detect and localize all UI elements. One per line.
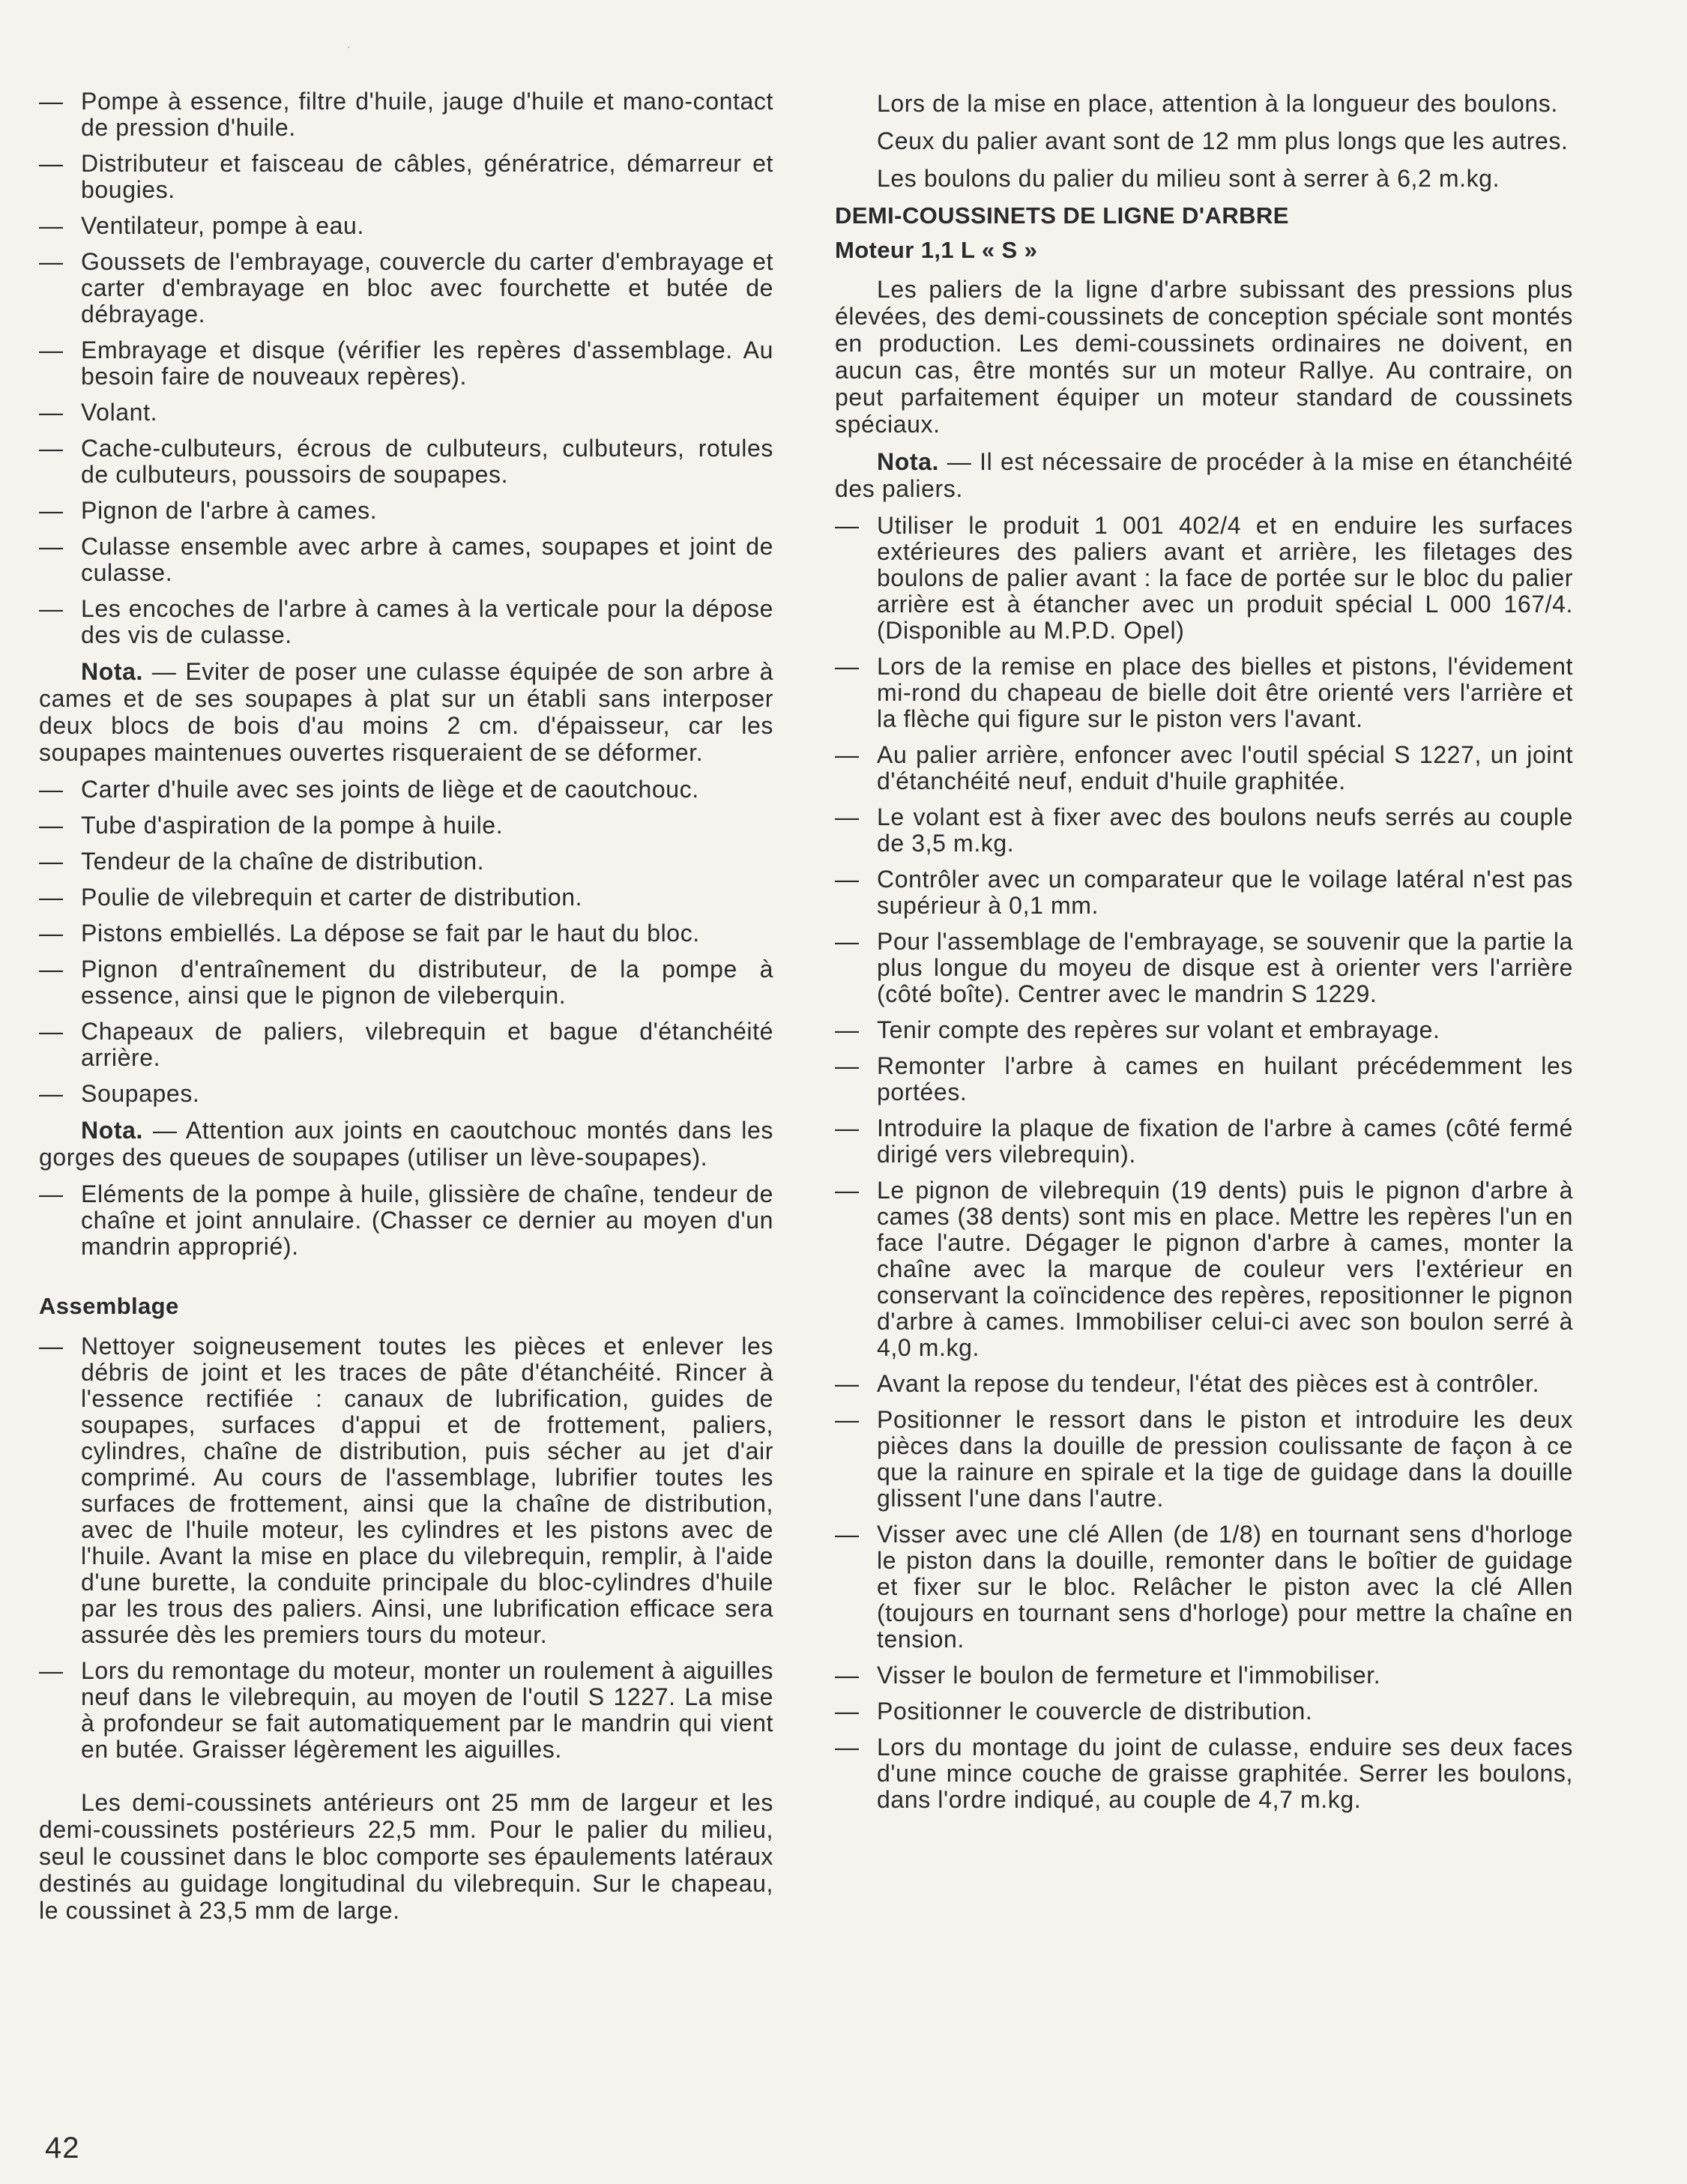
list-item <box>39 848 773 875</box>
dash-bullet: — <box>39 920 64 947</box>
list-item-text: Lors du montage du joint de culasse, enduire ses deux faces d'une mince couche de graisse graphitée. Serrer les boulons, dans l'ordre indiqué, au couple de 4,7 m.kg. <box>877 1734 1573 1813</box>
dash-bullet: — <box>39 956 64 983</box>
dash-bullet: — <box>39 88 64 115</box>
reassembly-list <box>835 513 1573 1813</box>
list-item-text: Carter d'huile avec ses joints de liège et de caoutchouc. <box>81 776 699 803</box>
dash-bullet: — <box>835 866 860 893</box>
list-item <box>39 151 773 203</box>
dash-bullet: — <box>39 1180 64 1207</box>
list-item-text: Pompe à essence, filtre d'huile, jauge d'huile et mano-contact de pression d'huile. <box>81 88 773 141</box>
list-item-text: Lors du remontage du moteur, monter un roulement à aiguilles neuf dans le vilebrequin, au moyen de l'outil S 1227. La mise à profondeur se fait automatiquement par le mandrin qui vient en butée. Graisser légèrement les aiguilles. <box>81 1657 773 1763</box>
list-item-text: Pignon d'entraînement du distributeur, de la pompe à essence, ainsi que le pignon de vileberquin. <box>81 956 773 1009</box>
dash-bullet: — <box>39 848 64 875</box>
list-item <box>835 1371 1573 1397</box>
list-item-text: Remonter l'arbre à cames en huilant précédemment les portées. <box>877 1052 1573 1105</box>
list-item <box>835 513 1573 644</box>
dash-bullet: — <box>835 928 860 955</box>
list-item <box>39 956 773 1009</box>
list-item-text: Volant. <box>81 399 158 426</box>
list-item <box>39 1019 773 1071</box>
list-item <box>39 213 773 239</box>
bearing-width-paragraph: Les demi-coussinets antérieurs ont 25 mm de largeur et les demi-coussinets postérieurs 22,5 mm. Pour le palier du milieu, seul le coussinet dans le bloc comporte ses épaulements latéraux destinés au guidage longitudinal du vilebrequin. Sur le chapeau, le coussinet à 23,5 mm de large. <box>39 1789 773 1924</box>
list-item-text: Eléments de la pompe à huile, glissière de chaîne, tendeur de chaîne et joint annulaire. (Chasser ce dernier au moyen d'un mandrin approprié). <box>81 1180 773 1260</box>
dash-bullet: — <box>835 741 860 768</box>
list-item-text: Poulie de vilebrequin et carter de distribution. <box>81 884 583 911</box>
list-item-text: Positionner le couvercle de distribution. <box>877 1698 1313 1725</box>
list-item-text: Pour l'assemblage de l'embrayage, se souvenir que la partie la plus longue du moyeu de disque est à orienter vers l'arrière (côté boîte). Centrer avec le mandrin S 1229. <box>877 928 1573 1007</box>
list-item-text: Les encoches de l'arbre à cames à la verticale pour la dépose des vis de culasse. <box>81 595 773 648</box>
list-item-text: Introduire la plaque de fixation de l'arbre à cames (côté fermé dirigé vers vilebrequin). <box>877 1114 1573 1168</box>
list-item <box>39 1658 773 1763</box>
nota-label: Nota. <box>81 658 143 685</box>
list-item <box>835 1177 1573 1361</box>
list-item <box>39 249 773 328</box>
dash-bullet: — <box>39 776 64 803</box>
dash-bullet: — <box>835 512 860 539</box>
list-item-text: Soupapes. <box>81 1080 200 1107</box>
dash-bullet: — <box>39 399 64 426</box>
list-item <box>835 654 1573 732</box>
dash-bullet: — <box>39 1333 64 1360</box>
list-item <box>835 1017 1573 1043</box>
dash-bullet: — <box>835 1662 860 1689</box>
list-item <box>835 1407 1573 1512</box>
list-item-text: Tenir compte des repères sur volant et embrayage. <box>877 1016 1440 1043</box>
list-item-text: Pignon de l'arbre à cames. <box>81 497 378 524</box>
nota-label: Nota. <box>81 1117 143 1144</box>
list-item-text: Visser avec une clé Allen (de 1/8) en tournant sens d'horloge le piston dans la douille, remonter dans le boîtier de guidage et fixer sur le bloc. Relâcher le piston avec la clé Allen (toujours en tournant sens d'horloge) pour mettre la chaîne en tension. <box>877 1521 1573 1653</box>
list-item <box>39 1081 773 1107</box>
list-item-text: Distributeur et faisceau de câbles, génératrice, démarreur et bougies. <box>81 150 773 203</box>
dash-bullet: — <box>835 1114 860 1141</box>
list-item <box>835 804 1573 857</box>
list-item-text: Chapeaux de paliers, vilebrequin et bague d'étanchéité arrière. <box>81 1018 773 1071</box>
list-item-text: Tube d'aspiration de la pompe à huile. <box>81 812 504 839</box>
list-item-text: Le volant est à fixer avec des boulons neufs serrés au couple de 3,5 m.kg. <box>877 803 1573 857</box>
list-item <box>39 776 773 803</box>
dash-bullet: — <box>835 1370 860 1397</box>
dash-bullet: — <box>835 1698 860 1725</box>
nota-text: — Il est nécessaire de procéder à la mise en étanchéité des paliers. <box>835 448 1573 502</box>
list-item <box>39 337 773 390</box>
nota-label: Nota. <box>877 448 939 475</box>
nota-text: — Attention aux joints en caoutchouc montés dans les gorges des queues de soupapes (utiliser un lève-soupapes). <box>39 1117 773 1171</box>
dash-bullet: — <box>835 1521 860 1548</box>
list-item-text: Contrôler avec un comparateur que le voilage latéral n'est pas supérieur à 0,1 mm. <box>877 866 1573 919</box>
dash-bullet: — <box>835 1734 860 1761</box>
list-item-text: Positionner le ressort dans le piston et introduire les deux pièces dans la douille de pression coulissante de façon à ce que la rainure en spirale et la tige de guidage dans la douille glissent l'une dans l'autre. <box>877 1406 1573 1512</box>
list-item-text: Utiliser le produit 1 001 402/4 et en enduire les surfaces extérieures des paliers avant et arrière, les filetages des boulons de palier avant : la face de portée sur le bloc du palier arrière est à étancher avec un produit spécial L 000 167/4. (Disponible au M.P.D. Opel) <box>877 512 1573 644</box>
list-item-text: Lors de la remise en place des bielles et pistons, l'évidement mi-rond du chapeau de bielle doit être orienté vers l'arrière et la flèche qui figure sur le piston vers l'avant. <box>877 653 1573 732</box>
dash-bullet: — <box>39 150 64 177</box>
list-item <box>39 534 773 586</box>
nota-paragraph-2 <box>39 1117 773 1171</box>
list-item <box>39 812 773 839</box>
dash-bullet: — <box>39 497 64 524</box>
dash-bullet: — <box>39 1018 64 1045</box>
list-item <box>39 596 773 648</box>
list-item <box>39 1333 773 1648</box>
section-title-assemblage: Assemblage <box>39 1293 179 1319</box>
removal-list-3 <box>39 1181 773 1260</box>
list-item-text: Le pignon de vilebrequin (19 dents) puis le pignon d'arbre à cames (38 dents) sont mis en place. Mettre les repères l'un en face l'autre. Dégager le pignon d'arbre à cames, monter la chaîne avec la marque de couleur vers l'extérieur en conservant la coïncidence des repères, repositionner le pignon d'arbre à cames. Immobiliser celui-ci avec son boulon serré à 4,0 m.kg. <box>877 1177 1573 1361</box>
left-column <box>39 88 773 1934</box>
assembly-list <box>39 1333 773 1763</box>
list-item-text: Avant la repose du tendeur, l'état des pièces est à contrôler. <box>877 1370 1540 1397</box>
dash-bullet: — <box>835 1177 860 1204</box>
dash-bullet: — <box>39 212 64 239</box>
dash-bullet: — <box>835 1406 860 1433</box>
list-item-text: Visser le boulon de fermeture et l'immobiliser. <box>877 1662 1381 1689</box>
list-item <box>39 435 773 488</box>
list-item <box>39 88 773 141</box>
nota-paragraph-right <box>835 448 1573 502</box>
list-item <box>39 399 773 426</box>
list-item <box>835 929 1573 1007</box>
list-item <box>835 1734 1573 1813</box>
list-item <box>835 1662 1573 1689</box>
right-column <box>835 90 1573 1823</box>
list-item-text: Embrayage et disque (vérifier les repères d'assemblage. Au besoin faire de nouveaux repères). <box>81 337 773 390</box>
dash-bullet: — <box>835 1016 860 1043</box>
list-item <box>835 1521 1573 1653</box>
removal-list-2 <box>39 776 773 1107</box>
paragraph-front-bearing: Ceux du palier avant sont de 12 mm plus longs que les autres. <box>877 127 1569 154</box>
speck-mark: · <box>347 40 351 52</box>
list-item-text: Cache-culbuteurs, écrous de culbuteurs, culbuteurs, rotules de culbuteurs, poussoirs de soupapes. <box>81 435 773 488</box>
dash-bullet: — <box>39 248 64 275</box>
section-subheading-moteur: Moteur 1,1 L « S » <box>835 237 1038 263</box>
dash-bullet: — <box>39 533 64 560</box>
dash-bullet: — <box>39 337 64 364</box>
list-item <box>39 498 773 524</box>
dash-bullet: — <box>835 1052 860 1079</box>
dash-bullet: — <box>39 884 64 911</box>
paragraph-bearings: Les paliers de la ligne d'arbre subissant des pressions plus élevées, des demi-coussinets de conception spéciale sont montés en production. Les demi-coussinets ordinaires ne doivent, en aucun cas, être montés sur un moteur Rallye. Au contraire, on peut parfaitement équiper un moteur standard de coussinets spéciaux. <box>835 276 1573 438</box>
nota-paragraph-1 <box>39 658 773 766</box>
paragraph-bolts-length: Lors de la mise en place, attention à la longueur des boulons. <box>877 90 1558 117</box>
page-number: 42 <box>45 2132 80 2165</box>
list-item <box>39 884 773 911</box>
dash-bullet: — <box>835 653 860 680</box>
list-item <box>835 1115 1573 1168</box>
dash-bullet: — <box>835 803 860 830</box>
dash-bullet: — <box>39 812 64 839</box>
list-item-text: Ventilateur, pompe à eau. <box>81 212 364 239</box>
paragraph-middle-bearing: Les boulons du palier du milieu sont à serrer à 6,2 m.kg. <box>877 165 1500 192</box>
dash-bullet: — <box>39 1080 64 1107</box>
list-item <box>835 1698 1573 1725</box>
list-item-text: Pistons embiellés. La dépose se fait par le haut du bloc. <box>81 920 700 947</box>
list-item-text: Goussets de l'embrayage, couvercle du carter d'embrayage et carter d'embrayage en bloc avec fourchette et butée de débrayage. <box>81 248 773 328</box>
list-item <box>835 742 1573 794</box>
list-item-text: Culasse ensemble avec arbre à cames, soupapes et joint de culasse. <box>81 533 773 586</box>
list-item-text: Tendeur de la chaîne de distribution. <box>81 848 485 875</box>
list-item <box>835 1053 1573 1105</box>
nota-text: — Eviter de poser une culasse équipée de son arbre à cames et de ses soupapes à plat sur un établi sans interposer deux blocs de bois d'au moins 2 cm. d'épaisseur, car les soupapes maintenues ouvertes risqueraient de se déformer. <box>39 658 773 766</box>
section-heading-demi-coussinets: DEMI-COUSSINETS DE LIGNE D'ARBRE <box>835 202 1289 229</box>
list-item-text: Au palier arrière, enfoncer avec l'outil spécial S 1227, un joint d'étanchéité neuf, enduit d'huile graphitée. <box>877 741 1573 794</box>
dash-bullet: — <box>39 1657 64 1684</box>
dash-bullet: — <box>39 595 64 622</box>
list-item <box>39 920 773 947</box>
removal-list-1 <box>39 88 773 648</box>
list-item <box>39 1181 773 1260</box>
list-item-text: Nettoyer soigneusement toutes les pièces et enlever les débris de joint et les traces de pâte d'étanchéité. Rincer à l'essence rectifiée : canaux de lubrification, guides de soupapes, surfaces d'appui et de frottement, paliers, cylindres, chaîne de distribution, puis sécher au jet d'air comprimé. Au cours de l'assemblage, lubrifier toutes les surfaces de frottement, ainsi que la chaîne de distribution, avec de l'huile moteur, les cylindres et les pistons avec de l'huile. Avant la mise en place du vilebrequin, remplir, à l'aide d'une burette, la conduite principale du bloc-cylindres d'huile par les trous des paliers. Ainsi, une lubrification efficace sera assurée dès les premiers tours du moteur. <box>81 1333 773 1648</box>
list-item <box>835 866 1573 919</box>
dash-bullet: — <box>39 435 64 462</box>
